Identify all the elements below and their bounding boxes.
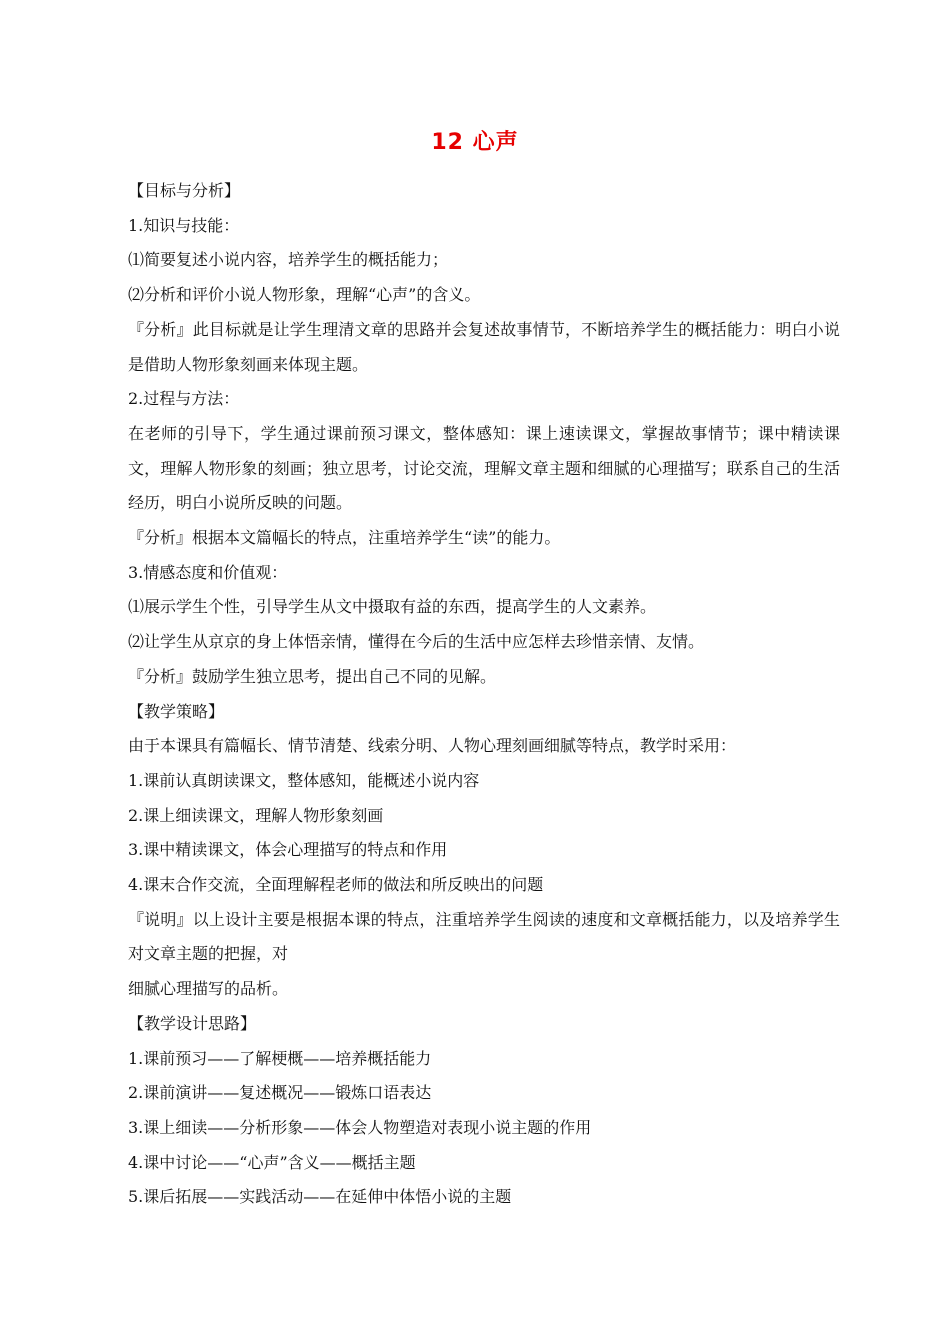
note-paragraph: 『说明』以上设计主要是根据本课的特点，注重培养学生阅读的速度和文章概括能力，以及培养学生对文章主题的把握，对 xyxy=(128,909,840,964)
list-item: 3.课中精读课文，体会心理描写的特点和作用 xyxy=(128,840,448,860)
list-item: 2.课上细读课文，理解人物形象刻画 xyxy=(128,805,384,825)
subheading-emotion-values: 3.情感态度和价值观： xyxy=(128,562,288,582)
list-item: ⑴展示学生个性，引导学生从文中摄取有益的东西，提高学生的人文素养。 xyxy=(128,597,657,617)
list-item: 1.课前预习——了解梗概——培养概括能力 xyxy=(128,1048,432,1068)
section-heading-goals: 【目标与分析】 xyxy=(128,181,241,200)
list-item: 4.课末合作交流，全面理解程老师的做法和所反映出的问题 xyxy=(128,875,544,895)
body-paragraph: 由于本课具有篇幅长、情节清楚、线索分明、人物心理刻画细腻等特点，教学时采用： xyxy=(128,736,737,756)
list-item: 2.课前演讲——复述概况——锻炼口语表达 xyxy=(128,1083,432,1103)
list-item: 5.课后拓展——实践活动——在延伸中体悟小说的主题 xyxy=(128,1187,512,1207)
list-item: 1.课前认真朗读课文，整体感知，能概述小说内容 xyxy=(128,770,480,790)
list-item: ⑵让学生从京京的身上体悟亲情，懂得在今后的生活中应怎样去珍惜亲情、友情。 xyxy=(128,632,705,652)
document-body xyxy=(128,174,840,1215)
list-item: 4.课中讨论——“心声”含义——概括主题 xyxy=(128,1152,416,1172)
list-item: 3.课上细读——分析形象——体会人物塑造对表现小说主题的作用 xyxy=(128,1117,592,1137)
analysis-paragraph: 『分析』鼓励学生独立思考，提出自己不同的见解。 xyxy=(128,666,497,686)
section-heading-design-ideas: 【教学设计思路】 xyxy=(128,1013,257,1033)
page-title: 12 心声 xyxy=(431,130,519,155)
body-paragraph: 在老师的引导下，学生通过课前预习课文，整体感知：课上速读课文，掌握故事情节；课中精读课文，理解人物形象的刻画；独立思考，讨论交流，理解文章主题和细腻的心理描写；联系自己的生活经历，明白小说所反映的问题。 xyxy=(128,423,840,513)
subheading-knowledge-skills: 1.知识与技能： xyxy=(128,215,240,235)
analysis-paragraph: 『分析』此目标就是让学生理清文章的思路并会复述故事情节，不断培养学生的概括能力：明白小说是借助人物形象刻画来体现主题。 xyxy=(128,319,840,374)
analysis-paragraph: 『分析』根据本文篇幅长的特点，注重培养学生“读”的能力。 xyxy=(128,528,561,548)
list-item: ⑴简要复述小说内容，培养学生的概括能力； xyxy=(128,250,449,270)
list-item: ⑵分析和评价小说人物形象，理解“心声”的含义。 xyxy=(128,285,481,305)
section-heading-strategy: 【教学策略】 xyxy=(128,701,225,721)
subheading-process-method: 2.过程与方法： xyxy=(128,389,240,409)
note-paragraph-continued: 细腻心理描写的品析。 xyxy=(128,979,289,999)
